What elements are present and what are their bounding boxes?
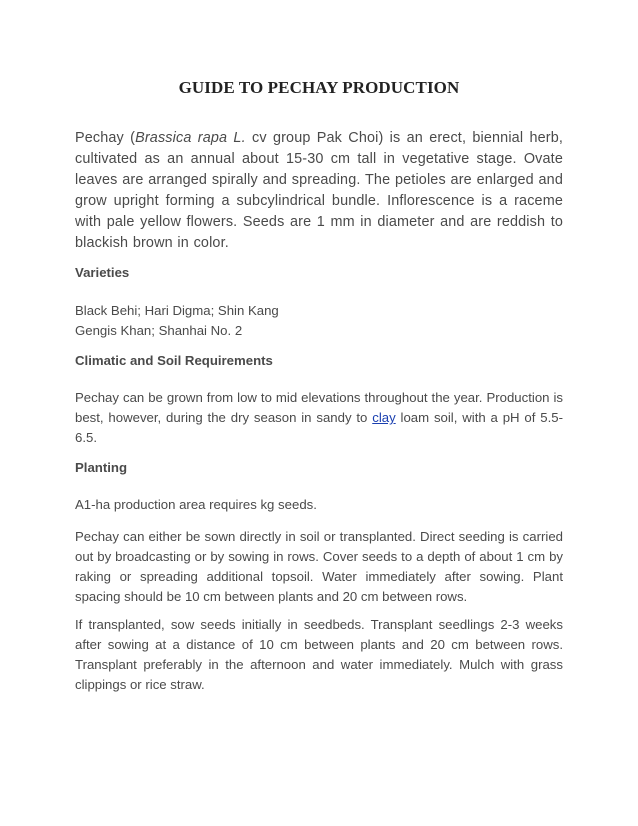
varieties-line-1: Black Behi; Hari Digma; Shin Kang [75,303,279,318]
document-title: GUIDE TO PECHAY PRODUCTION [178,78,460,97]
climate-heading: Climatic and Soil Requirements [75,353,273,368]
intro-text-pre: Pechay ( [75,130,136,146]
clay-link[interactable]: clay [372,410,396,425]
planting-paragraph-2: Pechay can either be sown directly in soil or transplanted. Direct seeding is carried out by broadcasting or by sowing in rows. Cover seeds to a depth of about 1 cm by raking or spreading additional topsoil. Water immediately after sowing. Plant spacing should be 10 cm between plants and 20 cm between rows. [75,529,563,604]
document-page [75,0,563,826]
varieties-line-2: Gengis Khan; Shanhai No. 2 [75,323,243,338]
varieties-list [75,301,563,341]
climate-paragraph [75,388,563,448]
scientific-name: Brassica rapa L. [135,130,246,146]
planting-paragraph-3: If transplanted, sow seeds initially in seedbeds. Transplant seedlings 2-3 weeks after sowing at a distance of 10 cm between plants and 20 cm between rows. Transplant preferably in the afternoon and water immediately. Mulch with grass clippings or rice straw. [75,617,563,692]
climate-text-post: loam soil, with a pH of 5.5-6.5. [75,410,563,445]
intro-text-post: cv group Pak Choi) is an erect, biennial herb, cultivated as an annual about 15-30 cm tall in vegetative stage. Ovate leaves are arranged spirally and spreading. The petioles are enlarged and grow upright forming a subcylindrical bundle. Inflorescence is a raceme with pale yellow flowers. Seeds are 1 mm in diameter and are reddish to blackish brown in color. [75,130,563,251]
planting-paragraph-1: A1-ha production area requires kg seeds. [75,497,317,512]
varieties-heading: Varieties [75,265,130,280]
intro-paragraph [75,128,563,254]
climate-text-pre: Pechay can be grown from low to mid elevations throughout the year. Production is best, however, during the dry season in sandy to [75,390,563,425]
planting-heading: Planting [75,460,128,475]
